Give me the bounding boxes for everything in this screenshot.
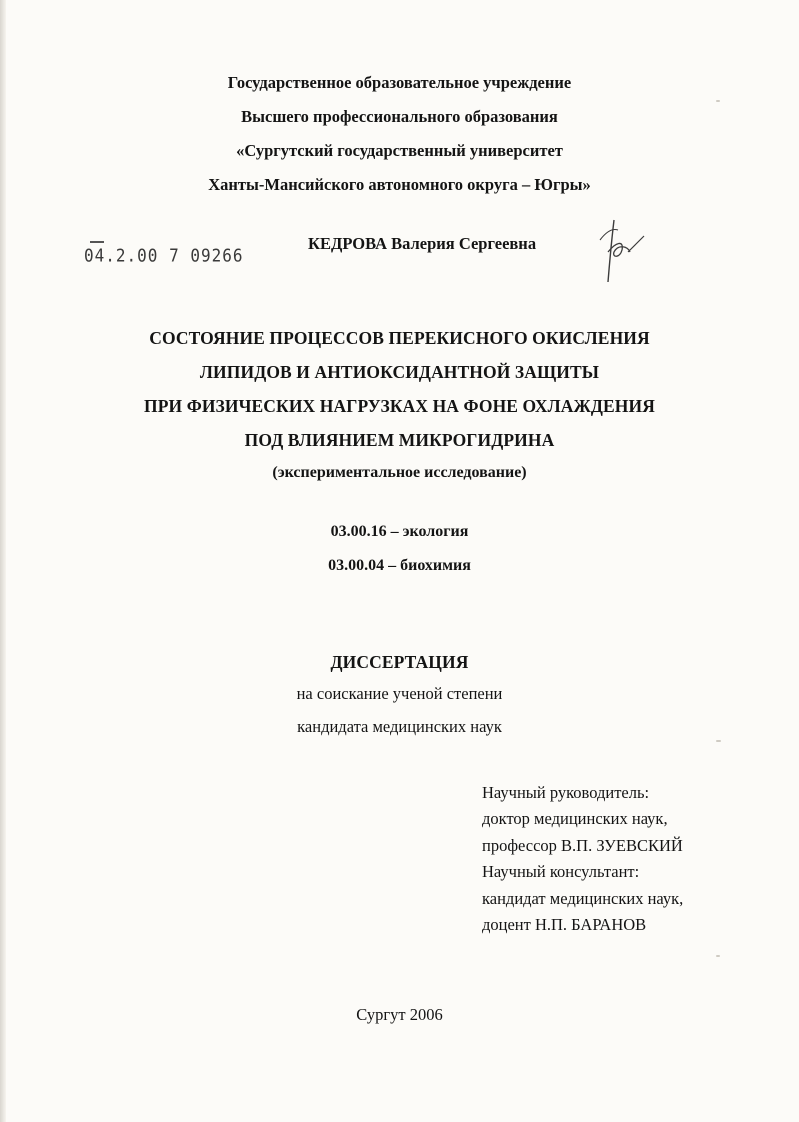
specialty-code-1: 03.00.16 – экология <box>330 523 469 540</box>
scan-dust-mark <box>716 955 720 957</box>
supervisor-label: Научный руководитель: <box>482 783 650 802</box>
supervisor-degree: доктор медицинских наук, <box>482 809 668 829</box>
supervisors-block <box>482 780 683 938</box>
consultant-degree: кандидат медицинских наук, <box>482 888 684 908</box>
institution-line-4: Ханты-Мансийского автономного округа – Югры» <box>208 175 591 194</box>
title-line-2: ЛИПИДОВ И АНТИОКСИДАНТНОЙ ЗАЩИТЫ <box>199 362 600 382</box>
city-year: Сургут 2006 <box>356 1005 443 1024</box>
author-name: КЕДРОВА Валерия Сергеевна <box>308 234 537 253</box>
consultant-name: доцент Н.П. БАРАНОВ <box>482 915 647 935</box>
scan-dust-mark <box>716 100 720 102</box>
degree-line-1: на соискание ученой степени <box>296 684 503 703</box>
institution-line-3: «Сургутский государственный университет <box>236 141 563 160</box>
institution-line-1: Государственное образовательное учреждение <box>227 73 572 92</box>
handwritten-signature <box>598 212 658 287</box>
degree-line-2: кандидата медицинских наук <box>297 717 502 736</box>
scan-dust-mark <box>716 740 721 742</box>
consultant-label: Научный консультант: <box>482 862 640 882</box>
degree-heading: ДИССЕРТАЦИЯ <box>330 652 469 672</box>
title-subtitle: (экспериментальное исследование) <box>272 464 527 481</box>
title-line-3: ПРИ ФИЗИЧЕСКИХ НАГРУЗКАХ НА ФОНЕ ОХЛАЖДЕНИЯ <box>144 396 655 416</box>
library-stamp-number: 04.2.00 7 09266 <box>84 245 244 266</box>
title-line-4: ПОД ВЛИЯНИЕМ МИКРОГИДРИНА <box>244 430 555 450</box>
supervisor-name: профессор В.П. ЗУЕВСКИЙ <box>482 835 683 855</box>
stamp-mark <box>90 241 104 243</box>
specialty-code-2: 03.00.04 – биохимия <box>328 557 471 574</box>
institution-line-2: Высшего профессионального образования <box>241 107 558 126</box>
title-line-1: СОСТОЯНИЕ ПРОЦЕССОВ ПЕРЕКИСНОГО ОКИСЛЕНИЯ <box>149 328 650 348</box>
